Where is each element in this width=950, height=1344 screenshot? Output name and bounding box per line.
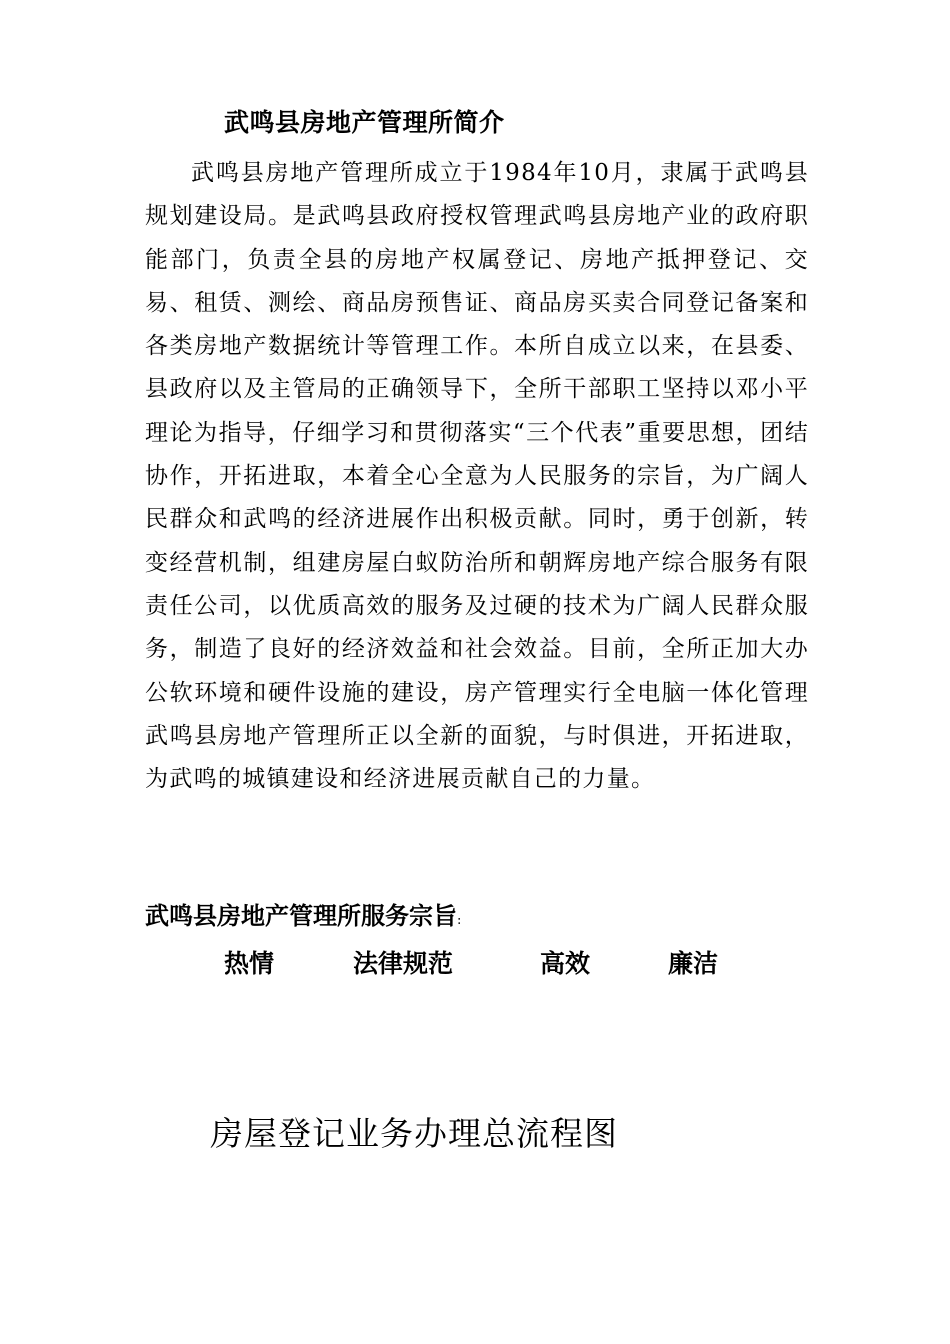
service-purpose-item: 法律规范 [353, 949, 454, 978]
service-purpose-heading [145, 896, 461, 931]
service-purpose-item: 热情 [224, 949, 275, 978]
service-purpose-item: 廉洁 [668, 949, 719, 978]
service-purpose-item: 高效 [540, 949, 591, 978]
flowchart-title: 房屋登记业务办理总流程图 [210, 1114, 618, 1153]
intro-paragraph: 武鸣县房地产管理所成立于1984年10月，隶属于武鸣县规划建设局。是武鸣县政府授权管理武鸣县房地产业的政府职能部门，负责全县的房地产权属登记、房地产抵押登记、交易、租赁、测绘、商品房预售证、商品房买卖合同登记备案和各类房地产数据统计等管理工作。本所自成立以来，在县委、县政府以及主管局的正确领导下，全所干部职工坚持以邓小平理论为指导，仔细学习和贯彻落实“三个代表”重要思想，团结协作，开拓进取，本着全心全意为人民服务的宗旨，为广阔人民群众和武鸣的经济进展作出积极贡献。同时，勇于创新，转变经营机制，组建房屋白蚁防治所和朝辉房地产综合服务有限责任公司，以优质高效的服务及过硬的技术为广阔人民群众服务，制造了良好的经济效益和社会效益。目前，全所正加大办公软环境和硬件设施的建设，房产管理实行全电脑一体化管理武鸣县房地产管理所正以全新的面貌，与时俱进，开拓进取，为武鸣的城镇建设和经济进展贡献自己的力量。 [145, 160, 809, 793]
service-purpose-list [0, 944, 950, 984]
service-purpose-colon: : [457, 913, 462, 928]
intro-title: 武鸣县房地产管理所简介 [224, 108, 505, 137]
service-purpose-title: 武鸣县房地产管理所服务宗旨 [145, 901, 457, 930]
